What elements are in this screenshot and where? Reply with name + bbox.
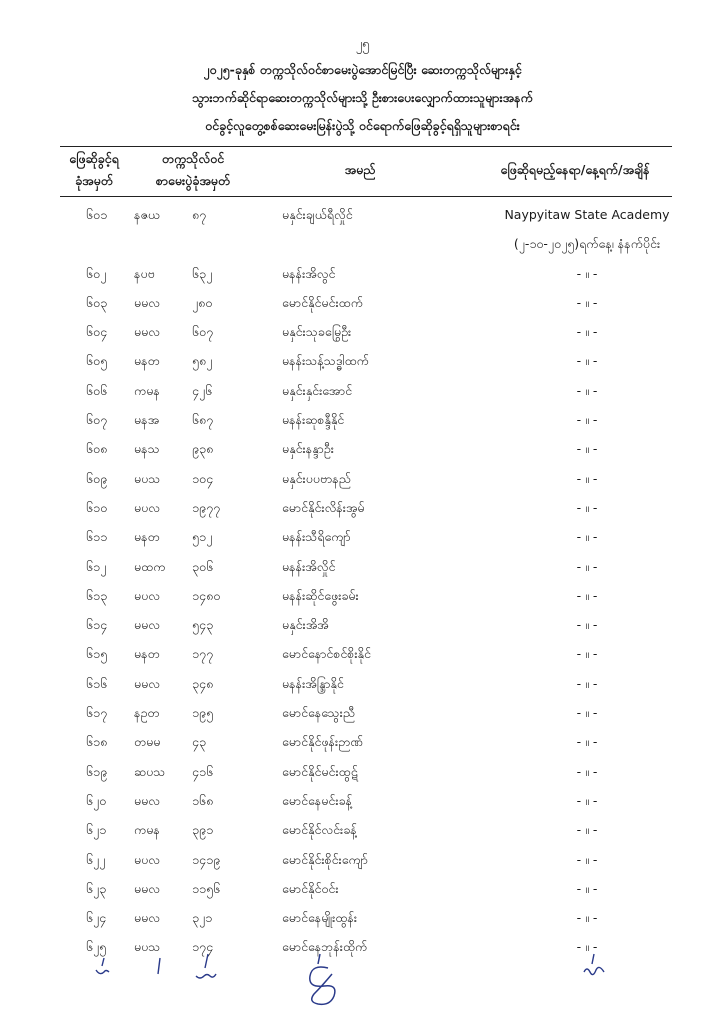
exam-number-cell: ၁၆၈ [192, 792, 214, 808]
table-row [0, 583, 725, 612]
seat-number-cell: ၆၂၃ [86, 880, 107, 896]
seat-number-cell: ၆၂၂ [86, 851, 106, 867]
exam-prefix-cell: ကမန [134, 822, 160, 838]
exam-prefix-cell: ဆပသ [134, 763, 166, 779]
venue-cell: - ။ - [576, 646, 598, 662]
exam-number-cell: ၅၁၂ [192, 529, 213, 545]
venue-cell: - ။ - [576, 294, 598, 310]
seat-number-cell: ၆၀၁ [86, 207, 108, 222]
venue-cell: - ။ - [576, 529, 598, 545]
venue-cell: - ။ - [576, 441, 598, 457]
header-bottom-rule [60, 196, 672, 197]
name-cell: မောင်နိုင်ဖုန်းဉာဏ် [282, 734, 363, 750]
venue-cell: - ။ - [576, 470, 598, 486]
seat-number-cell: ၆၀၂ [86, 265, 107, 281]
seat-number-cell: ၆၁၁ [86, 529, 108, 545]
name-cell: မောင်နိုင်ဝင်း [282, 880, 339, 896]
seat-number-cell: ၆၁၉ [86, 763, 108, 779]
venue-cell: - ။ - [576, 910, 598, 926]
table-row [0, 466, 725, 495]
title-line-3: ဝင်ခွင့်လူတွေ့စစ်ဆေးမေးမြန်းပွဲသို့ ဝင်ရောက်ဖြေဆိုခွင့်ရရှိသူများစာရင်း [205, 118, 520, 133]
name-cell: မနန်းအိန္ဒြာနိုင် [282, 675, 344, 691]
table-row [0, 378, 725, 407]
seat-number-cell: ၆၂၅ [86, 939, 107, 955]
exam-number-cell: ၃၉၁ [192, 822, 214, 838]
exam-prefix-cell: နဇယ [134, 207, 161, 222]
exam-number-cell: ၃၀၆ [192, 558, 214, 574]
table-row [0, 700, 725, 729]
name-cell: မနန်းအိလှိုင် [282, 558, 336, 574]
exam-number-cell: ၁၄၈၀ [192, 587, 221, 603]
seat-number-cell: ၆၀၃ [86, 294, 108, 310]
venue-cell: - ။ - [576, 412, 598, 428]
venue-cell: - ။ - [576, 939, 598, 955]
seat-number-cell: ၆၁၈ [86, 734, 108, 750]
table-row [0, 729, 725, 758]
exam-number-cell: ၁၀၄ [192, 470, 214, 486]
exam-prefix-cell: မပသ [134, 939, 161, 955]
exam-prefix-cell: မမလ [134, 617, 161, 633]
exam-number-cell: ၁၇၇ [192, 646, 214, 662]
title-line-2: သွားဘက်ဆိုင်ရာဆေးတက္ကသိုလ်များသို့ ဦးစားပေးလျှောက်ထားသူများအနက် [192, 90, 533, 105]
exam-prefix-cell: နဥတ [134, 705, 160, 721]
table-row [0, 319, 725, 348]
exam-prefix-cell: မပသ [134, 470, 161, 486]
venue-cell: Naypyitaw State Academy [504, 207, 670, 222]
name-cell: မနှင်းသုခမြွေဦး [282, 324, 352, 340]
venue-cell: - ။ - [576, 763, 598, 779]
name-cell: မနှင်းအိအိ [282, 617, 329, 633]
exam-number-cell: ၄၁၆ [192, 763, 214, 779]
table-row [0, 554, 725, 583]
exam-prefix-cell: မမလ [134, 324, 161, 340]
name-cell: မောင်နိုင်မင်းထက် [282, 294, 363, 310]
name-cell: မနန်းသန့်သဒ္ဓါထက် [282, 353, 369, 369]
title-line-1: ၂၀၂၅-ခုနှစ် တက္ကသိုလ်ဝင်စာမေးပွဲအောင်မြင်ပြီး ဆေးတက္ကသိုလ်များနှင့် [203, 62, 522, 77]
exam-prefix-cell: မထက [134, 558, 166, 574]
exam-prefix-cell: မမလ [134, 792, 161, 808]
exam-number-cell: ၂၈၀ [192, 294, 213, 310]
header-name: အမည် [344, 162, 376, 177]
venue-cell: - ။ - [576, 734, 598, 750]
exam-prefix-cell: မနသ [134, 441, 160, 457]
exam-prefix-cell: တမမ [134, 734, 161, 750]
name-cell: မောင်နေမျိုးထွန်း [282, 910, 358, 926]
exam-number-cell: ၁၁၅၆ [192, 880, 221, 896]
table-row [0, 671, 725, 700]
exam-number-cell: ၃၂၁ [192, 910, 213, 926]
table-row [0, 261, 725, 290]
table-row [0, 407, 725, 436]
signatures [0, 948, 725, 1008]
table-row [0, 348, 725, 377]
name-cell: မောင်နေမင်းခန့် [282, 792, 353, 808]
exam-number-cell: ၁၇၄ [192, 939, 214, 955]
header-top-rule [60, 146, 672, 147]
name-cell: မနန်းဆုစန္ဒီနိုင် [282, 412, 345, 428]
table-row [0, 847, 725, 876]
seat-number-cell: ၆၀၉ [86, 470, 108, 486]
seat-number-cell: ၆၁၇ [86, 705, 108, 721]
name-cell: မနှင်းပပဗာနည် [282, 470, 351, 486]
exam-prefix-cell: မပလ [134, 499, 160, 515]
name-cell: မောင်နေဘုန်းထိုက် [282, 939, 368, 955]
table-row [0, 817, 725, 846]
header-exam-roll: တက္ကသိုလ်ဝင် စာမေးပွဲခုံအမှတ် [155, 151, 231, 188]
seat-number-cell: ၆၁၀ [86, 499, 108, 515]
venue-cell: - ။ - [576, 822, 598, 838]
name-cell: မောင်နေသွေးညီ [282, 705, 355, 721]
venue-cell: - ။ - [576, 587, 598, 603]
exam-prefix-cell: မမလ [134, 294, 161, 310]
venue-cell: - ။ - [576, 880, 598, 896]
name-cell: မနှင်းချယ်ရီလှိုင် [282, 207, 353, 222]
exam-number-cell: ၁၉၇၇ [192, 499, 221, 515]
table-row [0, 290, 725, 319]
venue-date-row [0, 231, 725, 260]
exam-number-cell: ၃၄၈ [192, 675, 214, 691]
exam-prefix-cell: မမလ [134, 675, 161, 691]
venue-cell: - ။ - [576, 675, 598, 691]
seat-number-cell: ၆၀၈ [86, 441, 108, 457]
venue-cell: - ။ - [576, 617, 598, 633]
table-row [0, 759, 725, 788]
name-cell: မောင်နောင်စင်စိုးနိုင် [282, 646, 371, 662]
exam-prefix-cell: ကမန [134, 382, 160, 398]
name-cell: မနှင်းနှင်းအောင် [282, 382, 353, 398]
exam-prefix-cell: မနတ [134, 353, 160, 369]
table-row [0, 788, 725, 817]
signature-mark-1 [92, 956, 116, 980]
name-cell: မောင်နိုင်းလိန်းအွမ် [282, 499, 365, 515]
venue-cell: - ။ - [576, 265, 598, 281]
seat-number-cell: ၆၂၄ [86, 910, 107, 926]
exam-prefix-cell: မနအ [134, 412, 160, 428]
seat-number-cell: ၆၁၂ [86, 558, 107, 574]
exam-prefix-cell: မမလ [134, 910, 161, 926]
signature-mark-5 [580, 952, 610, 982]
exam-number-cell: ၅၄၃ [192, 617, 214, 633]
exam-number-cell: ၄၂၆ [192, 382, 213, 398]
exam-number-cell: ၅၈၂ [192, 353, 213, 369]
name-cell: မောင်နိုင်မင်းထွဋ် [282, 763, 358, 779]
document-title [40, 56, 685, 140]
venue-date-cell: (၂-၁၀-၂၀၂၅)ရက်နေ့၊ နံနက်ပိုင်း [513, 236, 661, 252]
seat-number-cell: ၆၁၆ [86, 675, 108, 691]
table-row [0, 641, 725, 670]
venue-cell: - ။ - [576, 792, 598, 808]
candidate-list [0, 202, 725, 964]
signature-mark-4 [300, 950, 350, 1006]
name-cell: မနန်းသီရိကျော် [282, 529, 351, 545]
exam-number-cell: ၆၈၇ [192, 412, 214, 428]
seat-number-cell: ၆၁၃ [86, 587, 108, 603]
name-cell: မနန်းဆိုင်ဖွေးခမ်း [282, 587, 359, 603]
exam-prefix-cell: နပဗ [134, 265, 155, 281]
header-seat-number: ဖြေဆိုခွင့်ရ ခုံအမှတ် [69, 151, 119, 188]
exam-number-cell: ၆၃၂ [192, 265, 213, 281]
name-cell: မနှင်းနန္ဒာဦး [282, 441, 334, 457]
exam-number-cell: ၄၃ [192, 734, 207, 750]
table-row [0, 905, 725, 934]
seat-number-cell: ၆၁၅ [86, 646, 108, 662]
header-venue: ဖြေဆိုရမည့်နေရာ/နေ့ရက်/အချိန် [500, 162, 650, 177]
venue-cell: - ။ - [576, 851, 598, 867]
page-number: ၂၅ [355, 37, 370, 52]
table-row [0, 202, 725, 231]
exam-number-cell: ၁၉၅ [192, 705, 214, 721]
exam-number-cell: ၈၇ [192, 207, 207, 222]
seat-number-cell: ၆၀၆ [86, 382, 108, 398]
exam-prefix-cell: မနတ [134, 529, 160, 545]
seat-number-cell: ၆၀၇ [86, 412, 108, 428]
table-row [0, 495, 725, 524]
venue-cell: - ။ - [576, 324, 598, 340]
signature-mark-3 [192, 952, 222, 986]
seat-number-cell: ၆၀၄ [86, 324, 108, 340]
table-row [0, 436, 725, 465]
table-row [0, 524, 725, 553]
venue-cell: - ။ - [576, 382, 598, 398]
exam-prefix-cell: မနတ [134, 646, 160, 662]
venue-cell: - ။ - [576, 353, 598, 369]
seat-number-cell: ၆၂၀ [86, 792, 107, 808]
venue-cell: - ။ - [576, 705, 598, 721]
seat-number-cell: ၆၀၅ [86, 353, 108, 369]
table-row [0, 876, 725, 905]
signature-mark-2 [152, 956, 166, 978]
venue-cell: - ။ - [576, 499, 598, 515]
venue-cell: - ။ - [576, 558, 598, 574]
exam-prefix-cell: မပလ [134, 587, 160, 603]
table-row [0, 612, 725, 641]
seat-number-cell: ၆၂၁ [86, 822, 107, 838]
exam-number-cell: ၁၄၁၉ [192, 851, 221, 867]
exam-prefix-cell: မမလ [134, 880, 161, 896]
seat-number-cell: ၆၁၄ [86, 617, 108, 633]
exam-number-cell: ၆၀၇ [192, 324, 214, 340]
name-cell: မောင်နိုင်းစိုင်းကျော် [282, 851, 368, 867]
exam-number-cell: ၉၃၈ [192, 441, 214, 457]
exam-prefix-cell: မပလ [134, 851, 160, 867]
name-cell: မနန်းအိလွင် [282, 265, 336, 281]
name-cell: မောင်နိုင်လင်းခန့် [282, 822, 357, 838]
